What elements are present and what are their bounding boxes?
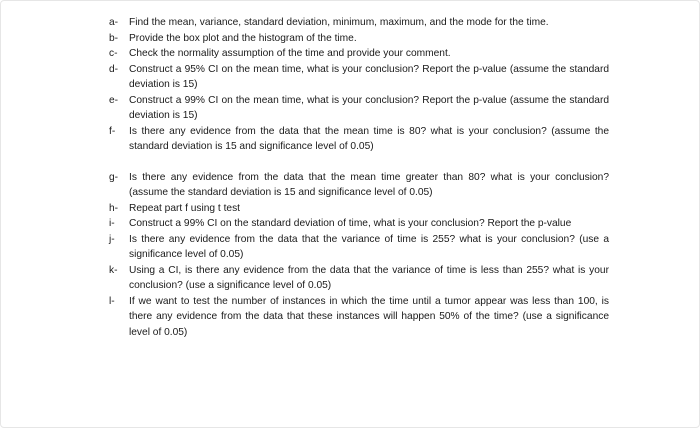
list-item (109, 31, 609, 47)
list-item (109, 170, 609, 201)
item-text: Is there any evidence from the data that the mean time is 80? what is your conclusion? (assume the standard deviation is 15 and significance level of 0.05) (129, 125, 609, 152)
item-marker: b- (109, 32, 119, 44)
list-item (109, 263, 609, 294)
item-marker: h- (109, 202, 119, 214)
item-marker: a- (109, 17, 119, 28)
list-item (109, 216, 609, 232)
list-item (109, 46, 609, 62)
item-marker: k- (109, 264, 118, 276)
item-marker: j- (109, 233, 115, 245)
item-marker: e- (109, 94, 119, 106)
item-text: Is there any evidence from the data that the mean time greater than 80? what is your conclusion? (assume the standard deviation is 15 and significance level of 0.05) (129, 171, 609, 198)
list-item (109, 124, 609, 155)
item-text: Find the mean, variance, standard deviation, minimum, maximum, and the mode for the time. (129, 17, 549, 28)
item-marker: l- (109, 295, 115, 307)
item-marker: i- (109, 218, 115, 229)
item-text: Using a CI, is there any evidence from the data that the variance of time is less than 255? what is your conclusion? (use a significance level of 0.05) (129, 264, 609, 291)
item-text: Is there any evidence from the data that the variance of time is 255? what is your conclusion? (use a significance level of 0.05) (129, 233, 609, 260)
item-text: Construct a 95% CI on the mean time, what is your conclusion? Report the p-value (assume the standard deviation is 15) (129, 63, 609, 90)
item-marker: g- (109, 171, 119, 183)
item-text: Construct a 99% CI on the mean time, what is your conclusion? Report the p-value (assume the standard deviation is 15) (129, 94, 609, 121)
list-item (109, 201, 609, 217)
list-item (109, 15, 609, 31)
list-item (109, 62, 609, 93)
item-text: If we want to test the number of instances in which the time until a tumor appear was less than 100, is there any evidence from the data that these instances will happen 50% of the time? (use a significance level of 0.05) (129, 295, 609, 338)
item-text: Repeat part f using t test (129, 202, 240, 214)
list-item (109, 93, 609, 124)
item-marker: f- (109, 125, 116, 137)
list-item (109, 232, 609, 263)
question-list (109, 15, 609, 340)
list-item (109, 294, 609, 341)
item-text: Construct a 99% CI on the standard deviation of time, what is your conclusion? Report the p-value (129, 218, 572, 229)
item-marker: d- (109, 63, 119, 75)
item-text: Provide the box plot and the histogram of the time. (129, 32, 357, 44)
item-marker: c- (109, 48, 118, 59)
item-text: Check the normality assumption of the time and provide your comment. (129, 48, 451, 59)
